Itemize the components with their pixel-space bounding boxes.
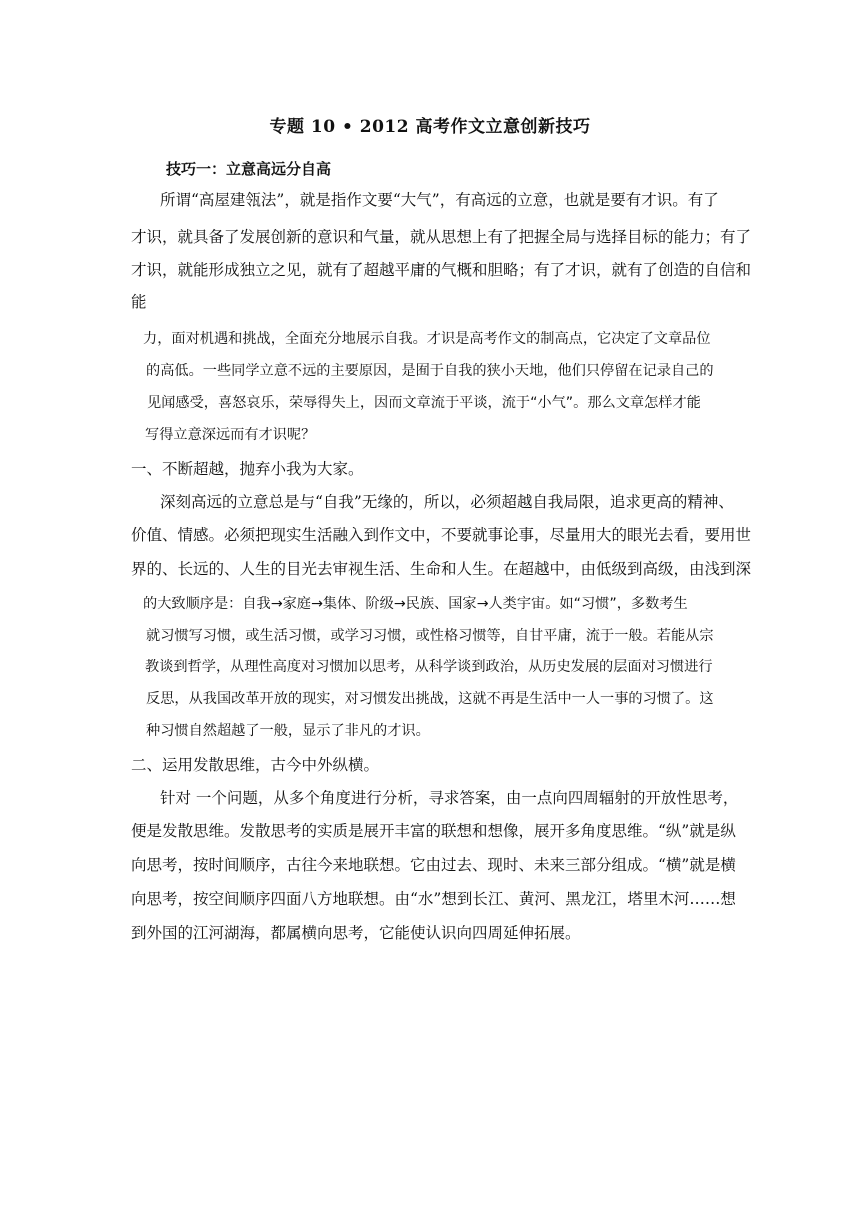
paragraph-line: 向思考，按空间顺序四面八方地联想。由“水”想到长江、黄河、黑龙江，塔里木河……想 (131, 890, 736, 908)
paragraph-line: 便是发散思维。发散思考的实质是展开丰富的联想和想像，展开多角度思维。“纵”就是纵 (131, 822, 736, 840)
technique-heading: 技巧一：立意高远分自高 (166, 160, 332, 178)
paragraph-line: 的大致顺序是：自我→家庭→集体、阶级→民族、国家→人类宇宙。如“习惯”，多数考生 (143, 596, 688, 612)
paragraph-line: 所谓“高屋建瓴法”，就是指作文要“大气”，有高远的立意，也就是要有才识。有了 (160, 191, 719, 209)
paragraph-line: 才识，就能形成独立之见，就有了超越平庸的气概和胆略；有了才识，就有了创造的自信和 (131, 261, 752, 279)
document-title: 专题 10 • 2012 高考作文立意创新技巧 (269, 117, 591, 137)
paragraph-line: 的高低。一些同学立意不远的主要原因，是囿于自我的狭小天地，他们只停留在记录自己的 (146, 363, 714, 379)
paragraph-line: 能 (131, 293, 147, 311)
section-heading: 二、运用发散思维，古今中外纵横。 (131, 756, 380, 774)
paragraph-line: 针对 一个问题，从多个角度进行分析，寻求答案，由一点向四周辐射的开放性思考， (160, 789, 739, 807)
paragraph-line: 就习惯写习惯，或生活习惯，或学习习惯，或性格习惯等，自甘平庸，流于一般。若能从宗 (146, 628, 714, 644)
paragraph-line: 到外国的江河湖海，都属横向思考，它能使认识向四周延伸拓展。 (131, 924, 581, 942)
paragraph-line: 反思，从我国改革开放的现实，对习惯发出挑战，这就不再是生活中一人一事的习惯了。这 (146, 691, 714, 707)
paragraph-line: 界的、长远的、人生的目光去审视生活、生命和人生。在超越中，由低级到高级，由浅到深 (131, 560, 752, 578)
paragraph-line: 种习惯自然超越了一般，显示了非凡的才识。 (146, 723, 430, 739)
paragraph-line: 教谈到哲学，从理性高度对习惯加以思考，从科学谈到政治，从历史发展的层面对习惯进行 (145, 659, 713, 675)
paragraph-line: 价值、情感。必须把现实生活融入到作文中，不要就事论事，尽量用大的眼光去看，要用世 (131, 526, 752, 544)
paragraph-line: 向思考，按时间顺序，古往今来地联想。它由过去、现时、未来三部分组成。“横”就是横 (131, 856, 736, 874)
section-heading: 一、不断超越，抛弃小我为大家。 (131, 460, 364, 478)
paragraph-line: 深刻高远的立意总是与“自我”无缘的，所以，必须超越自我局限，追求更高的精神、 (160, 493, 734, 511)
paragraph-line: 见闻感受，喜怒哀乐，荣辱得失上，因而文章流于平谈，流于“小气”。那么文章怎样才能 (147, 395, 701, 411)
paragraph-line: 才识，就具备了发展创新的意识和气量，就从思想上有了把握全局与选择目标的能力；有了 (131, 228, 752, 246)
paragraph-line: 力，面对机遇和挑战，全面充分地展示自我。才识是高考作文的制高点，它决定了文章品位 (143, 331, 711, 347)
paragraph-line: 写得立意深远而有才识呢？ (145, 427, 316, 443)
